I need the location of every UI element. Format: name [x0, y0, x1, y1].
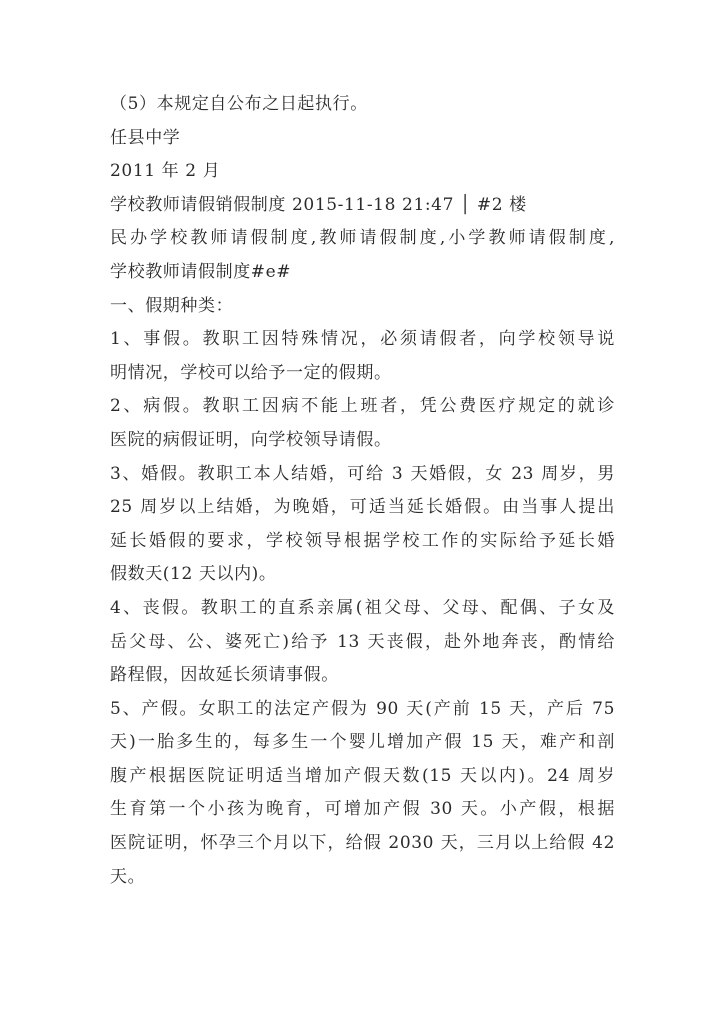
text-line: 医院证明，怀孕三个月以下，给假 2030 天，三月以上给假 42: [110, 833, 615, 854]
text-line: 延长婚假的要求，学校领导根据学校工作的实际给予延长婚: [110, 530, 615, 551]
text-line: 2、病假。教职工因病不能上班者，凭公费医疗规定的就诊: [110, 396, 615, 417]
text-line: 学校教师请假制度#e#: [110, 261, 292, 282]
text-line: 腹产根据医院证明适当增加产假天数(15 天以内)。24 周岁: [110, 765, 615, 786]
text-line: 民办学校教师请假制度,教师请假制度,小学教师请假制度,: [110, 228, 615, 249]
text-line: 1、事假。教职工因特殊情况，必须请假者，向学校领导说: [110, 329, 615, 350]
text-line: 一、假期种类：: [110, 295, 234, 316]
text-line: 天。: [110, 866, 146, 887]
text-line: 3、婚假。教职工本人结婚，可给 3 天婚假，女 23 周岁，男: [110, 463, 615, 484]
text-line: 25 周岁以上结婚，为晚婚，可适当延长婚假。由当事人提出: [110, 497, 615, 518]
document-body: [110, 88, 615, 894]
text-line: 任县中学: [110, 127, 181, 148]
text-line: 岳父母、公、婆死亡)给予 13 天丧假，赴外地奔丧，酌情给: [110, 631, 615, 652]
text-line: 假数天(12 天以内)。: [110, 564, 277, 585]
text-line: 4、丧假。教职工的直系亲属(祖父母、父母、配偶、子女及: [110, 597, 615, 618]
text-line: 2011 年 2 月: [110, 161, 221, 182]
text-line: 5、产假。女职工的法定产假为 90 天(产前 15 天，产后 75: [110, 698, 615, 719]
text-line: 路程假，因故延长须请事假。: [110, 665, 339, 686]
text-line: （5）本规定自公布之日起执行。: [110, 94, 368, 114]
text-line: 生育第一个小孩为晚育，可增加产假 30 天。小产假，根据: [110, 799, 615, 820]
text-line: 天)一胎多生的，每多生一个婴儿增加产假 15 天，难产和剖: [110, 732, 615, 753]
text-line: 医院的病假证明，向学校领导请假。: [110, 429, 392, 450]
text-line: 学校教师请假销假制度 2015-11-18 21:47 │ #2 楼: [110, 194, 527, 215]
text-line: 明情况，学校可以给予一定的假期。: [110, 362, 392, 383]
